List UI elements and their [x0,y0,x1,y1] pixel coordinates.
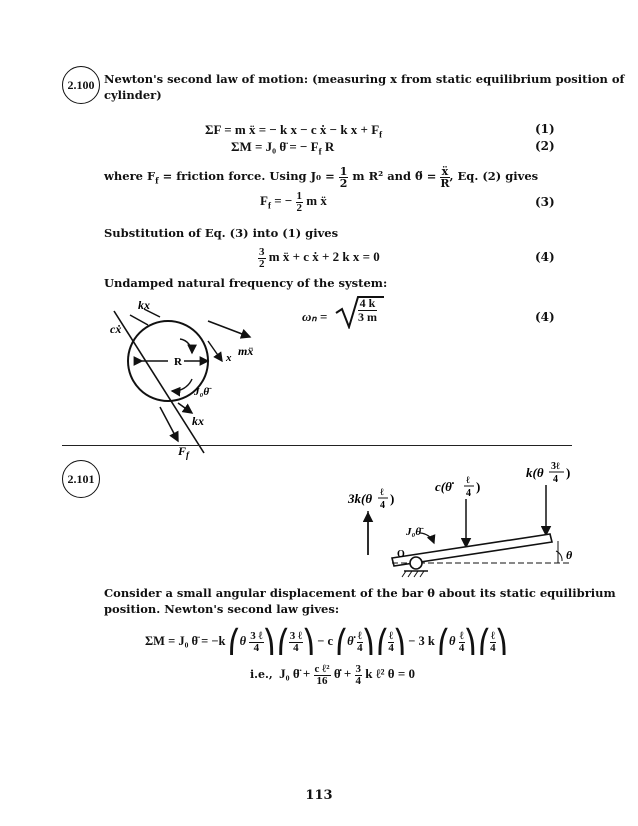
label-damper-force: c(θ̇ [435,479,452,494]
equation-1-number: (1) [535,122,555,136]
label-cxdot: cẋ [110,322,122,336]
svg-text:): ) [476,479,481,494]
where-text: where $F_f$ = friction force. Using J₀ = $\frac{1}{2}$ m R² and θ̈ = $\frac{\text{ẍ}}{R}$ , Eq. (2) gives [104,164,539,190]
svg-text:4: 4 [553,474,558,485]
label-spring-force-right: k(θ [526,465,544,480]
label-x: x [226,352,232,364]
label-spring-force-left: 3k(θ [348,491,373,506]
svg-text:4: 4 [380,500,385,511]
undamped-text: Undamped natural frequency of the system: [104,276,388,290]
svg-text:ℓ: ℓ [466,475,470,486]
problem-number-2-101: 2.101 [62,460,100,498]
problem-number-2-100: 2.100 [62,66,100,104]
bar-free-body-diagram [300,455,590,585]
problem-2-101-text-line1: Consider a small angular displacement of the bar θ about its static equilibrium [104,586,616,600]
substitution-text: Substitution of Eq. (3) into (1) gives [104,226,339,240]
intro-text-line2: cylinder) [104,88,162,102]
cylinder-free-body-diagram [100,295,260,465]
label-R: R [174,356,182,368]
omega-fraction: $\frac{4 k}{3 m}$ [358,296,377,324]
xdd-over-R-fraction: $\frac{\text{ẍ}}{R}$ [440,164,450,190]
half-fraction: $\frac{1}{2}$ [339,164,348,190]
label-theta-angle: θ [566,548,573,562]
equation-2: ΣM = J₀ θ̈ = − $F_f$ R [231,139,335,157]
label-kx-bottom: kx [192,414,204,428]
equation-3: $F_f$ = − $\frac{1}{2}$ m ẍ [260,189,327,214]
label-mxdd: mẍ [238,344,254,358]
equation-4: $\frac{3}{2}$ m ẍ + c ẋ + 2 k x = 0 [259,245,380,270]
label-kx-top: kx [138,298,150,312]
label-J0-thetaddot: J₀θ̈ [406,526,422,538]
svg-text:3ℓ: 3ℓ [551,461,560,472]
svg-text:): ) [566,465,571,480]
pivot [410,557,422,569]
svg-text:4: 4 [466,488,471,499]
intro-text-line1: Newton's second law of motion: (measuring x from static equilibrium position of [104,72,625,86]
result-equation: i.e., J₀ θ̈ + $\frac{\text{c ℓ²}}{16}$ θ̇ + $\frac{3}{4}$ k ℓ² θ = 0 [250,662,415,687]
moment-equation: ΣM = J₀ θ̈ = −k ⎛θ $\frac{\text{3 ℓ}}{4}$ ⎞ ⎛ $\frac{\text{3 ℓ}}{4}$ ⎞ − c ⎛θ̇ $\frac{\text{ℓ}}{4}$ ⎞ ⎛ $\frac{\text{ℓ}}{4}$ ⎞ − 3 k ⎛θ $\frac{\text{ℓ}}{4}$ ⎞ ⎛ $\frac{\text{ℓ}}{4}$ ⎞ [145,629,507,655]
label-J0-thetaddot: J₀θ̈ [194,386,210,398]
label-Ff: $F_f$ [178,444,190,460]
section-divider [62,445,572,446]
equation-1: ΣF = m ẍ = − k x − c ẋ − k $x + F_f$ [205,122,383,140]
equation-2-number: (2) [535,139,555,153]
problem-2-101-text-line2: position. Newton's second law gives: [104,602,340,616]
equation-3-number: (3) [535,195,555,209]
equation-4-number: (4) [535,250,555,264]
equation-5-number: (4) [535,310,555,324]
label-pivot-O: O [397,549,405,560]
omega-lhs: ωₙ = [302,309,328,324]
svg-text:): ) [390,491,395,506]
page-number: 113 [305,788,333,803]
svg-text:ℓ: ℓ [380,487,384,498]
